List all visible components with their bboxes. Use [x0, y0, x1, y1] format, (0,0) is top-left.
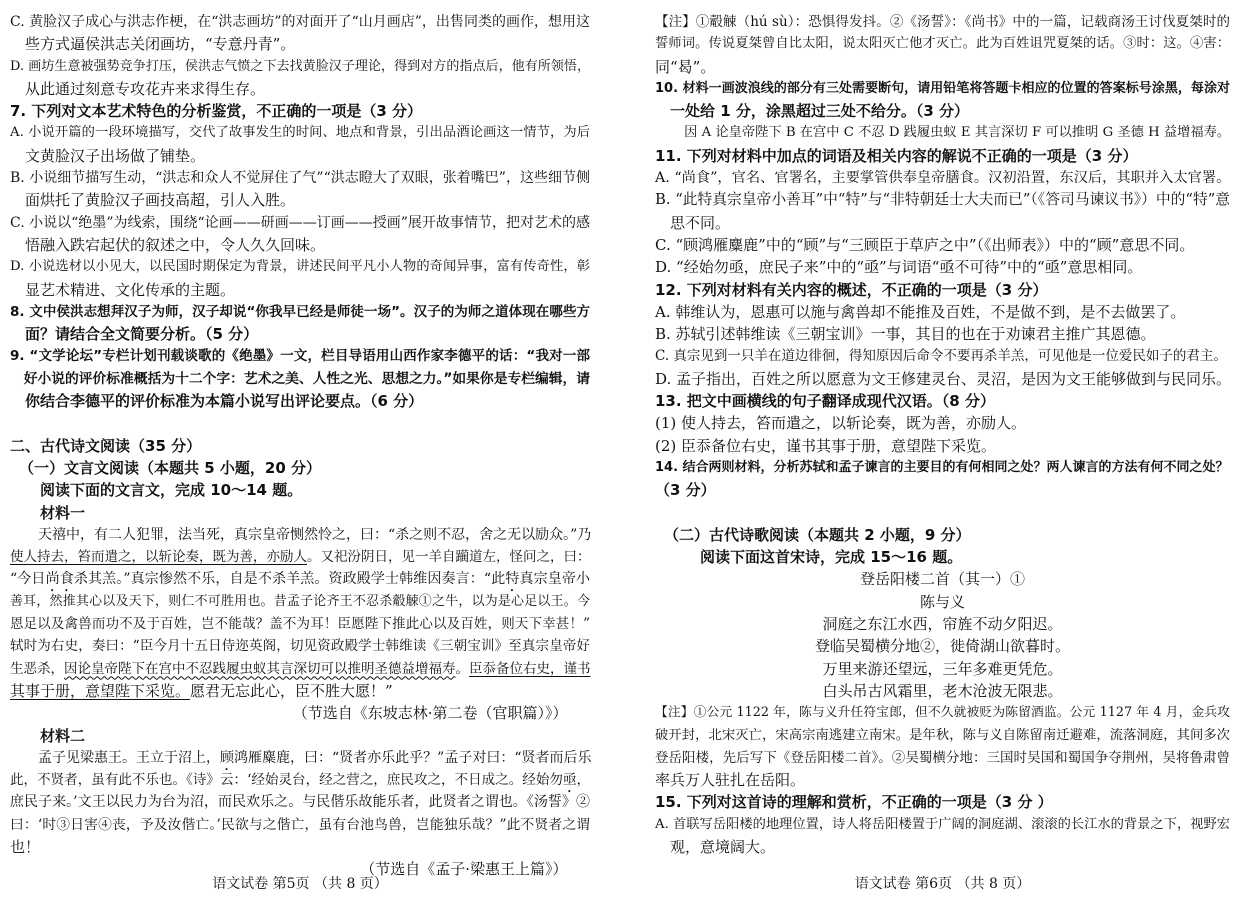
- text-line: 【注】①公元 1122 年，陈与义升任符宝郎，但不久就被贬为陈留酒监。公元 1127 年 4 月，金兵攻: [655, 705, 1230, 721]
- text-line: 阅读下面的文言文，完成 10～14 题。: [40, 481, 303, 500]
- text-line: C. 小说以“绝墨”为线索，围绕“论画——研画——订画——授画”展开故事情节，把对艺术的感: [10, 214, 590, 231]
- text-line: 思不同。: [670, 213, 731, 232]
- underlined-sentence: 其事于册，意望陛下采览。: [10, 681, 191, 700]
- text-line: （二）古代诗歌阅读（本题共 2 小题，9 分）: [664, 525, 971, 544]
- text-line: D. 画坊生意被强势竞争打压，侯洪志气愤之下去找黄脸汉子理论，得到对方的指点后，他有所领悟，: [10, 58, 590, 74]
- underlined-sentence: 使人持去，笞而遣之，以斩论奏，既为善，亦励人: [10, 549, 307, 566]
- text-line: 面烘托了黄脸汉子画技高超，引人入胜。: [25, 191, 296, 210]
- page-5-footer: 语文试卷 第5页 （共 8 页）: [212, 876, 388, 892]
- text-segment: 孟子见梁惠王。王立于沼上，: [38, 749, 220, 766]
- page-5-column: [10, 11, 590, 881]
- text-line: （一）文言文阅读（本题共 5 小题，20 分）: [19, 458, 321, 477]
- text-line: 【注】①觳觫（hú sù）：恐惧得发抖。②《汤誓》：《尚书》中的一篇，记载商汤王讨伐夏桀时的: [655, 14, 1230, 30]
- text-line: 同“曷”。: [655, 57, 716, 76]
- text-line: A. 小说开篇的一段环境描写，交代了故事发生的时间、地点和背景，引出品酒论画这一情节，为后: [10, 125, 590, 141]
- text-line: 破开封，北宋灭亡，宋高宗南逃建立南宋。是年秋，陈与义自陈留南迁避难，流落洞庭，其间多次: [655, 727, 1230, 743]
- text-line: 文黄脸汉子出场做了铺垫。: [25, 146, 206, 165]
- text-line: 材料一: [40, 503, 86, 522]
- text-line: D. 小说选材以小见大，以民国时期保定为背景，讲述民间平凡小人物的奇闻异事，富有传奇性，彰: [10, 259, 590, 275]
- text-segment: “今日: [10, 571, 46, 588]
- text-line: [10, 546, 590, 568]
- page-6-column: [655, 11, 1230, 858]
- text-line: [10, 658, 590, 680]
- text-line: 恩足以及禽兽而功不及于百姓，岂不能哉？盖不为耳！臣愿陛下推此心以及百姓，则天下幸甚！”: [10, 616, 590, 633]
- text-line: 10. 材料一画波浪线的部分有三处需要断句，请用铅笔将答题卡相应的位置的答案标号涂黑，每涂对: [655, 80, 1230, 96]
- text-line: 二、古代诗文阅读（35 分）: [10, 436, 202, 455]
- text-line: 7. 下列对文本艺术特色的分析鉴赏，不正确的一项是（3 分）: [10, 102, 423, 121]
- text-line: A. 韩维认为，恩惠可以施与禽兽却不能推及百姓，不是做不到，是不去做罢了。: [655, 302, 1186, 321]
- page-6-footer: 语文试卷 第6页 （共 8 页）: [854, 876, 1031, 892]
- text-line: 材料二: [40, 726, 86, 745]
- text-line: 些方式逼侯洪志关闭画坊，“专意丹青”。: [25, 35, 296, 54]
- text-line: 11. 下列对材料中加点的词语及相关内容的解说不正确的一项是（3 分）: [655, 146, 1138, 165]
- text-line: 8. 文中侯洪志想拜汉子为师，汉子却说“你我早已经是师徒一场”。汉子的为师之道体现在哪些方: [10, 303, 590, 320]
- text-line: 誓师词。传说夏桀曾自比太阳，说太阳灭亡他才灭亡。此为百姓诅咒夏桀的话。③时：这。④害：: [655, 36, 1230, 52]
- text-line: 庶民子来。’文王以民力为台为沼，而民欢乐之。与民偕乐故能乐者，此贤者之谓也。《汤誓》②: [10, 794, 590, 811]
- text-line: C. 黄脸汉子成心与洪志作梗，在“洪志画坊”的对面开了“山月画店”，出售同类的画作，想用这: [10, 14, 590, 30]
- text-line: 白头吊古风霜里，老木沧波无限悲。: [822, 681, 1063, 700]
- text-line: 轼时为右史，奏曰：“臣今月十五日侍迩英阁，切见资政殿学士韩维读《三朝宝训》至真宗皇帝好: [10, 638, 590, 655]
- text-line: 万里来游还望远，三年多难更凭危。: [822, 659, 1063, 678]
- text-line: 登临吴蜀横分地②，徙倚湖山欲暮时。: [814, 637, 1070, 656]
- text-line: （3 分）: [655, 481, 716, 500]
- text-segment: 。又祀汾阴日，见一羊自躏道左，怪问之，曰：: [307, 549, 591, 566]
- dotted-word: 顾: [220, 749, 234, 766]
- text-segment: 鸿雁麋鹿，曰：“贤者亦乐此乎？”孟子对曰：“贤者而后乐: [234, 749, 592, 766]
- text-line: 一处给 1 分，涂黑超过三处不给分。（3 分）: [670, 102, 970, 121]
- dotted-word: 尚食: [45, 571, 74, 588]
- text-line: 13. 把文中画横线的句子翻译成现代汉语。（8 分）: [655, 392, 995, 411]
- text-line: （节选自《孟子·梁惠王上篇》）: [360, 860, 568, 879]
- text-line: 因 A 论皇帝陛下 B 在宫中 C 不忍 D 践履虫蚁 E 其言深切 F 可以推明 G 圣德 H 益增福寿。: [684, 125, 1231, 141]
- text-segment: 生恶杀，: [10, 660, 64, 677]
- text-line: C. 真宗见到一只羊在道边徘徊，得知原因后命令不要再杀羊羔，可见他是一位爱民如子的君主。: [655, 348, 1227, 365]
- text-segment: 。: [455, 660, 469, 677]
- text-line: 15. 下列对这首诗的理解和赏析，不正确的一项是（3 分 ）: [655, 793, 1053, 812]
- text-line: 你结合李德平的评价标准为本篇小说写出评论要点。（6 分）: [25, 392, 424, 411]
- text-segment: 真宗皇帝小: [519, 571, 591, 588]
- text-line: 好小说的评价标准概括为十二个字：艺术之美、人性之光、思想之力。”如果你是专栏编辑，请: [23, 370, 590, 387]
- text-segment: 此，不贤者，虽有此不乐也。《诗》云：‘经始灵台，经之营之，庶民攻之，不日成之。经始勿: [10, 772, 563, 789]
- text-line: [10, 568, 590, 590]
- text-line: B. “此特真宗皇帝小善耳”中“特”与“非特朝廷士大夫而已”（《答司马谏议书》）中的“特”意: [655, 191, 1230, 209]
- wavy-underlined-sentence: 因论皇帝陛下在宫中不忍践履虫蚁其言深切可以推明圣德益增福寿: [64, 660, 456, 677]
- text-line: C. “顾鸿雁麋鹿”中的“顾”与“三顾臣于草庐之中”（《出师表》）中的“顾”意思不同。: [655, 235, 1195, 254]
- text-line: [10, 680, 590, 702]
- text-line: [10, 747, 590, 769]
- text-segment: 杀其羔。”真宗惨然不乐，自是不杀羊羔。资政殿学士韩维因奏言：“此: [73, 571, 506, 588]
- text-line: 陈与义: [919, 592, 965, 611]
- text-line: B. 苏轼引述韩维读《三朝宝训》一事，其目的也在于劝谏君主推广其恩德。: [655, 325, 1156, 344]
- text-line: 面？请结合全文简要分析。（5 分）: [25, 325, 259, 344]
- text-line: 显艺术精进、文化传承的主题。: [25, 280, 236, 299]
- text-line: 也！: [10, 837, 41, 856]
- text-line: 9. “文学论坛”专栏计划刊载谈歌的《绝墨》一文，栏目导语用山西作家李德平的话：“我对一部: [10, 348, 590, 365]
- dotted-word: 特: [505, 571, 520, 588]
- text-line: (1) 使人持去，笞而遣之，以斩论奏，既为善，亦励人。: [655, 414, 1027, 433]
- blank-line: [10, 412, 590, 434]
- text-line: A. “尚食”，官名、官署名，主要掌管供奉皇帝膳食。汉初沿置，东汉后，其职并入太官署。: [655, 170, 1231, 187]
- text-line: 14. 结合两则材料，分析苏轼和孟子谏言的主要目的有何相同之处？两人谏言的方法有何不同之处？: [655, 459, 1229, 475]
- text-line: （节选自《东坡志林·第二卷（官职篇）》）: [292, 704, 568, 723]
- text-line: [10, 769, 590, 791]
- text-line: D. 孟子指出，百姓之所以愿意为文王修建灵台、灵沼，是因为文王能够做到与民同乐。: [655, 369, 1232, 388]
- text-line: 善耳，然推其心以及天下，则仁不可胜用也。昔孟子论齐王不忍杀觳觫①之牛，以为是心足以王。今: [10, 593, 590, 609]
- underlined-sentence: 臣忝备位右史，谨书: [469, 660, 591, 677]
- text-line: B. 小说细节描写生动，“洪志和众人不觉屏住了气”“洪志瞪大了双眼，张着嘴巴”，这些细节侧: [10, 170, 590, 187]
- text-line: 曰：‘时③日害④丧，予及汝偕亡。’民欲与之偕亡，虽有台池鸟兽，岂能独乐哉？”此不贤者之谓: [10, 816, 590, 833]
- text-line: (2) 臣忝备位右史，谨书其事于册，意望陛下采览。: [655, 436, 997, 455]
- dotted-word: 亟: [562, 772, 577, 789]
- text-line: 登岳阳楼，先后写下《登岳阳楼二首》。②吴蜀横分地：三国时吴国和蜀国争夺荆州，吴将鲁肃曾: [655, 749, 1230, 766]
- text-segment: ，: [576, 772, 590, 789]
- text-line: 从此通过刻意专攻花卉来求得生存。: [25, 79, 266, 98]
- text-line: 天禧中，有二人犯罪，法当死，真宗皇帝恻然怜之，曰：“杀之则不忍，舍之无以励众。”乃: [38, 526, 592, 543]
- blank-line: [655, 502, 1230, 524]
- text-line: D. “经始勿亟，庶民子来”中的“亟”与词语“亟不可待”中的“亟”意思相同。: [655, 258, 1143, 277]
- text-line: 观，意境阔大。: [670, 837, 776, 856]
- text-line: A. 首联写岳阳楼的地理位置，诗人将岳阳楼置于广阔的洞庭湖、滚滚的长江水的背景之下，视野宏: [655, 816, 1230, 832]
- text-line: 登岳阳楼二首（其一）①: [859, 570, 1025, 589]
- text-line: 阅读下面这首宋诗，完成 15～16 题。: [700, 548, 963, 567]
- text-line: 率兵万人驻扎在岳阳。: [655, 771, 806, 790]
- text-line: 悟融入跌宕起伏的叙述之中，令人久久回味。: [25, 235, 326, 254]
- text-line: 12. 下列对材料有关内容的概述，不正确的一项是（3 分）: [655, 280, 1048, 299]
- text-line: 洞庭之东江水西，帘旌不动夕阳迟。: [822, 615, 1063, 634]
- text-segment: 愿君无忘此心，臣不胜大愿！”: [190, 681, 393, 700]
